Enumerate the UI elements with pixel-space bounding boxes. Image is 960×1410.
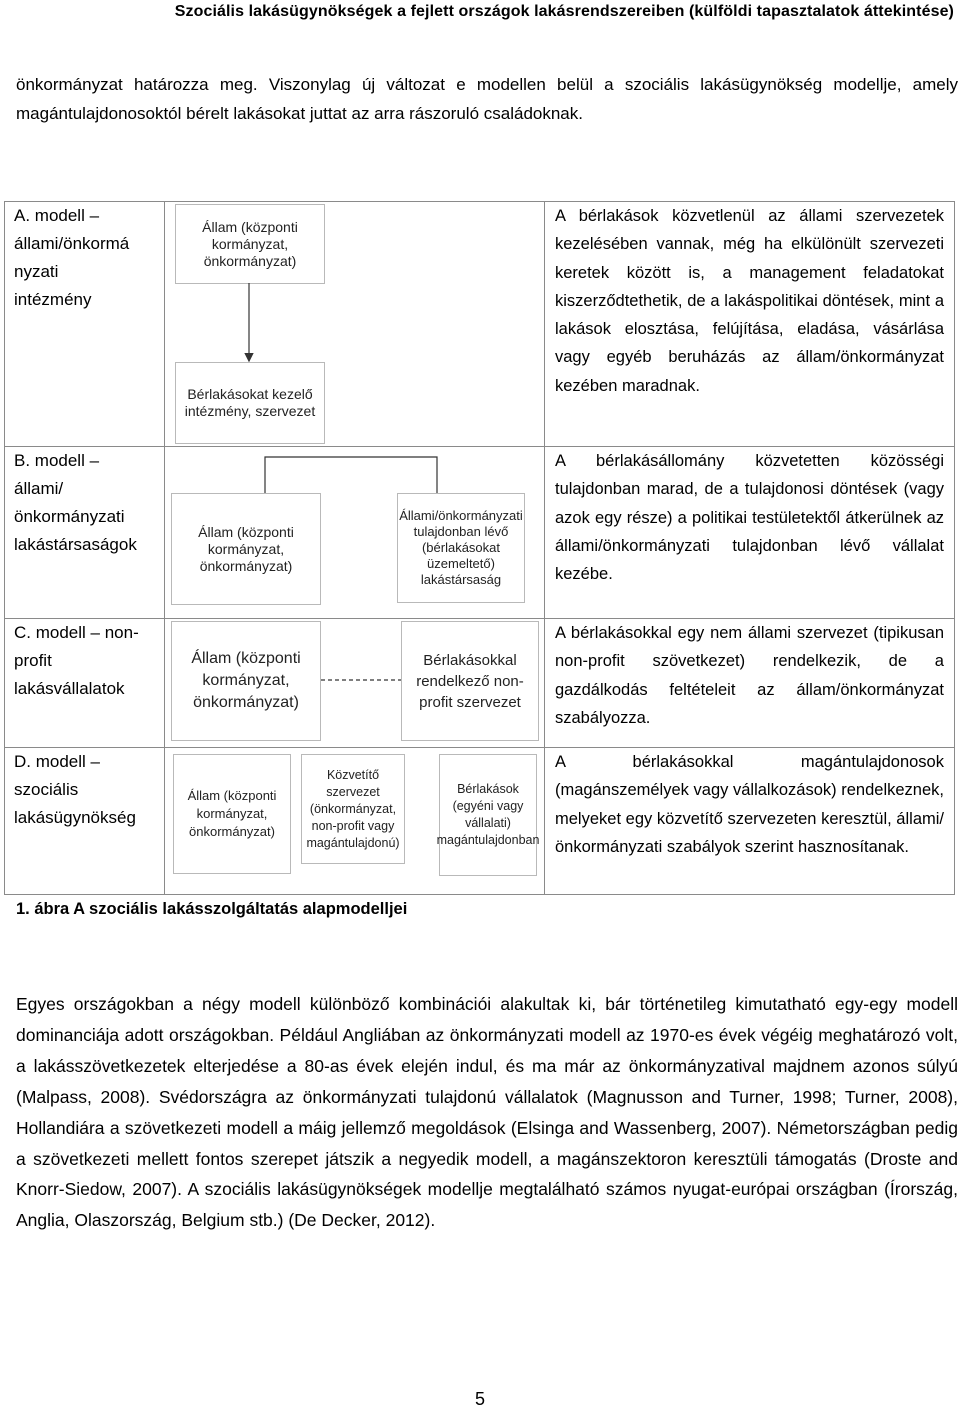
model-name-c: C. modell – non- profit lakásvállalatok xyxy=(5,619,165,748)
model-description-d: A bérlakásokkal magántulajdonosok (magánszemélyek vagy vállalkozások) rendelkeznek, melyeket egy közvetítő szervezeten keresztül, állami/önkormányzati szabályok szerint hasznosítanak. xyxy=(545,748,955,895)
model-diagram-b xyxy=(165,447,545,619)
model-name-a: A. modell – állami/önkormá nyzati intézmény xyxy=(5,202,165,447)
diagram-box-state: Állam (központi kormányzat, önkormányzat) xyxy=(171,621,321,741)
model-row-d xyxy=(5,748,955,895)
diagram-box-nonprofit: Bérlakásokkal rendelkező non-profit szervezet xyxy=(401,621,539,741)
model-name-d: D. modell – szociális lakásügynökség xyxy=(5,748,165,895)
model-description-b: A bérlakásállomány közvetetten közösségi tulajdonban marad, de a tulajdonosi döntések (vagy azok egy része) a politikai testületektől átkerülnek az állami/önkormányzati tulajdonban lévő vállalat kezébe. xyxy=(545,447,955,619)
model-description-c: A bérlakásokkal egy nem állami szervezet (tipikusan non-profit szövetkezet) rendelkezik, de a gazdálkodás feltételeit az állam/önkormányzat szabályozza. xyxy=(545,619,955,748)
model-diagram-c xyxy=(165,619,545,748)
diagram-box-state: Állam (központi kormányzat, önkormányzat) xyxy=(171,493,321,605)
model-row-b xyxy=(5,447,955,619)
figure-caption: 1. ábra A szociális lakásszolgáltatás alapmodelljei xyxy=(16,900,408,918)
body-paragraph: Egyes országokban a négy modell különböző kombinációi alakultak ki, bár történetileg kimutatható egy-egy modell dominanciája adott országokban. Például Angliában az önkormányzati modell az 1970-es évek végéig meghatározó volt, a lakásszövetkezetek elterjedése a 80-as évek elején indul, és ma már az önkormányzatival majdnem azonos súlyú (Malpass, 2008). Svédországra az önkormányzati tulajdonú vállalatok (Magnusson and Turner, 1998; Turner, 2008), Hollandiára a szövetkezeti modell a máig jellemző megoldások (Elsinga and Wassenberg, 2007). Németországban pedig a szövetkezeti mellett fontos szerepet játszik a negyedik modell, a magánszektoron keresztüli támogatás (Droste and Knorr-Siedow, 2007). A szociális lakásügynökségek modellje megtalálható számos nyugat-európai országban (Írország, Anglia, Olaszország, Belgium stb.) (De Decker, 2012). xyxy=(16,994,958,1231)
diagram-box-managing-institution: Bérlakásokat kezelő intézmény, szervezet xyxy=(175,362,325,444)
model-name-b: B. modell – állami/ önkormányzati lakástársaságok xyxy=(5,447,165,619)
models-table xyxy=(4,201,955,895)
running-header: Szociális lakásügynökségek a fejlett országok lakásrendszereiben (külföldi tapasztalatok áttekintése) xyxy=(174,3,954,20)
model-row-c xyxy=(5,619,955,748)
page-number: 5 xyxy=(474,1389,485,1409)
model-row-a xyxy=(5,202,955,447)
model-diagram-a xyxy=(165,202,545,447)
diagram-box-intermediary: Közvetítő szervezet (önkormányzat, non-profit vagy magántulajdonú) xyxy=(301,754,405,864)
diagram-box-housing-company: Állami/önkormányzati tulajdonban lévő (bérlakásokat üzemeltető) lakástársaság xyxy=(397,493,525,603)
intro-paragraph: önkormányzat határozza meg. Viszonylag új változat e modellen belül a szociális lakásügynökség modellje, amely magántulajdonosoktól bérelt lakásokat juttat az arra rászoruló családoknak. xyxy=(16,75,958,123)
diagram-box-state: Állam (központi kormányzat, önkormányzat) xyxy=(175,204,325,284)
model-description-a: A bérlakások közvetlenül az állami szervezetek kezelésében vannak, még ha elkülönült szervezeti keretek között is, a management feladatokat kiszerződtethetik, de a lakáspolitikai döntések, mint a lakások elosztása, felújítása, eladása, vásárlása vagy egyéb beruházás az állam/önkormányzat kezében maradnak. xyxy=(545,202,955,447)
diagram-box-private-rentals: Bérlakások (egyéni vagy vállalati) magántulajdonban xyxy=(439,754,537,876)
diagram-box-state: Állam (központi kormányzat, önkormányzat) xyxy=(173,754,291,874)
model-diagram-d xyxy=(165,748,545,895)
